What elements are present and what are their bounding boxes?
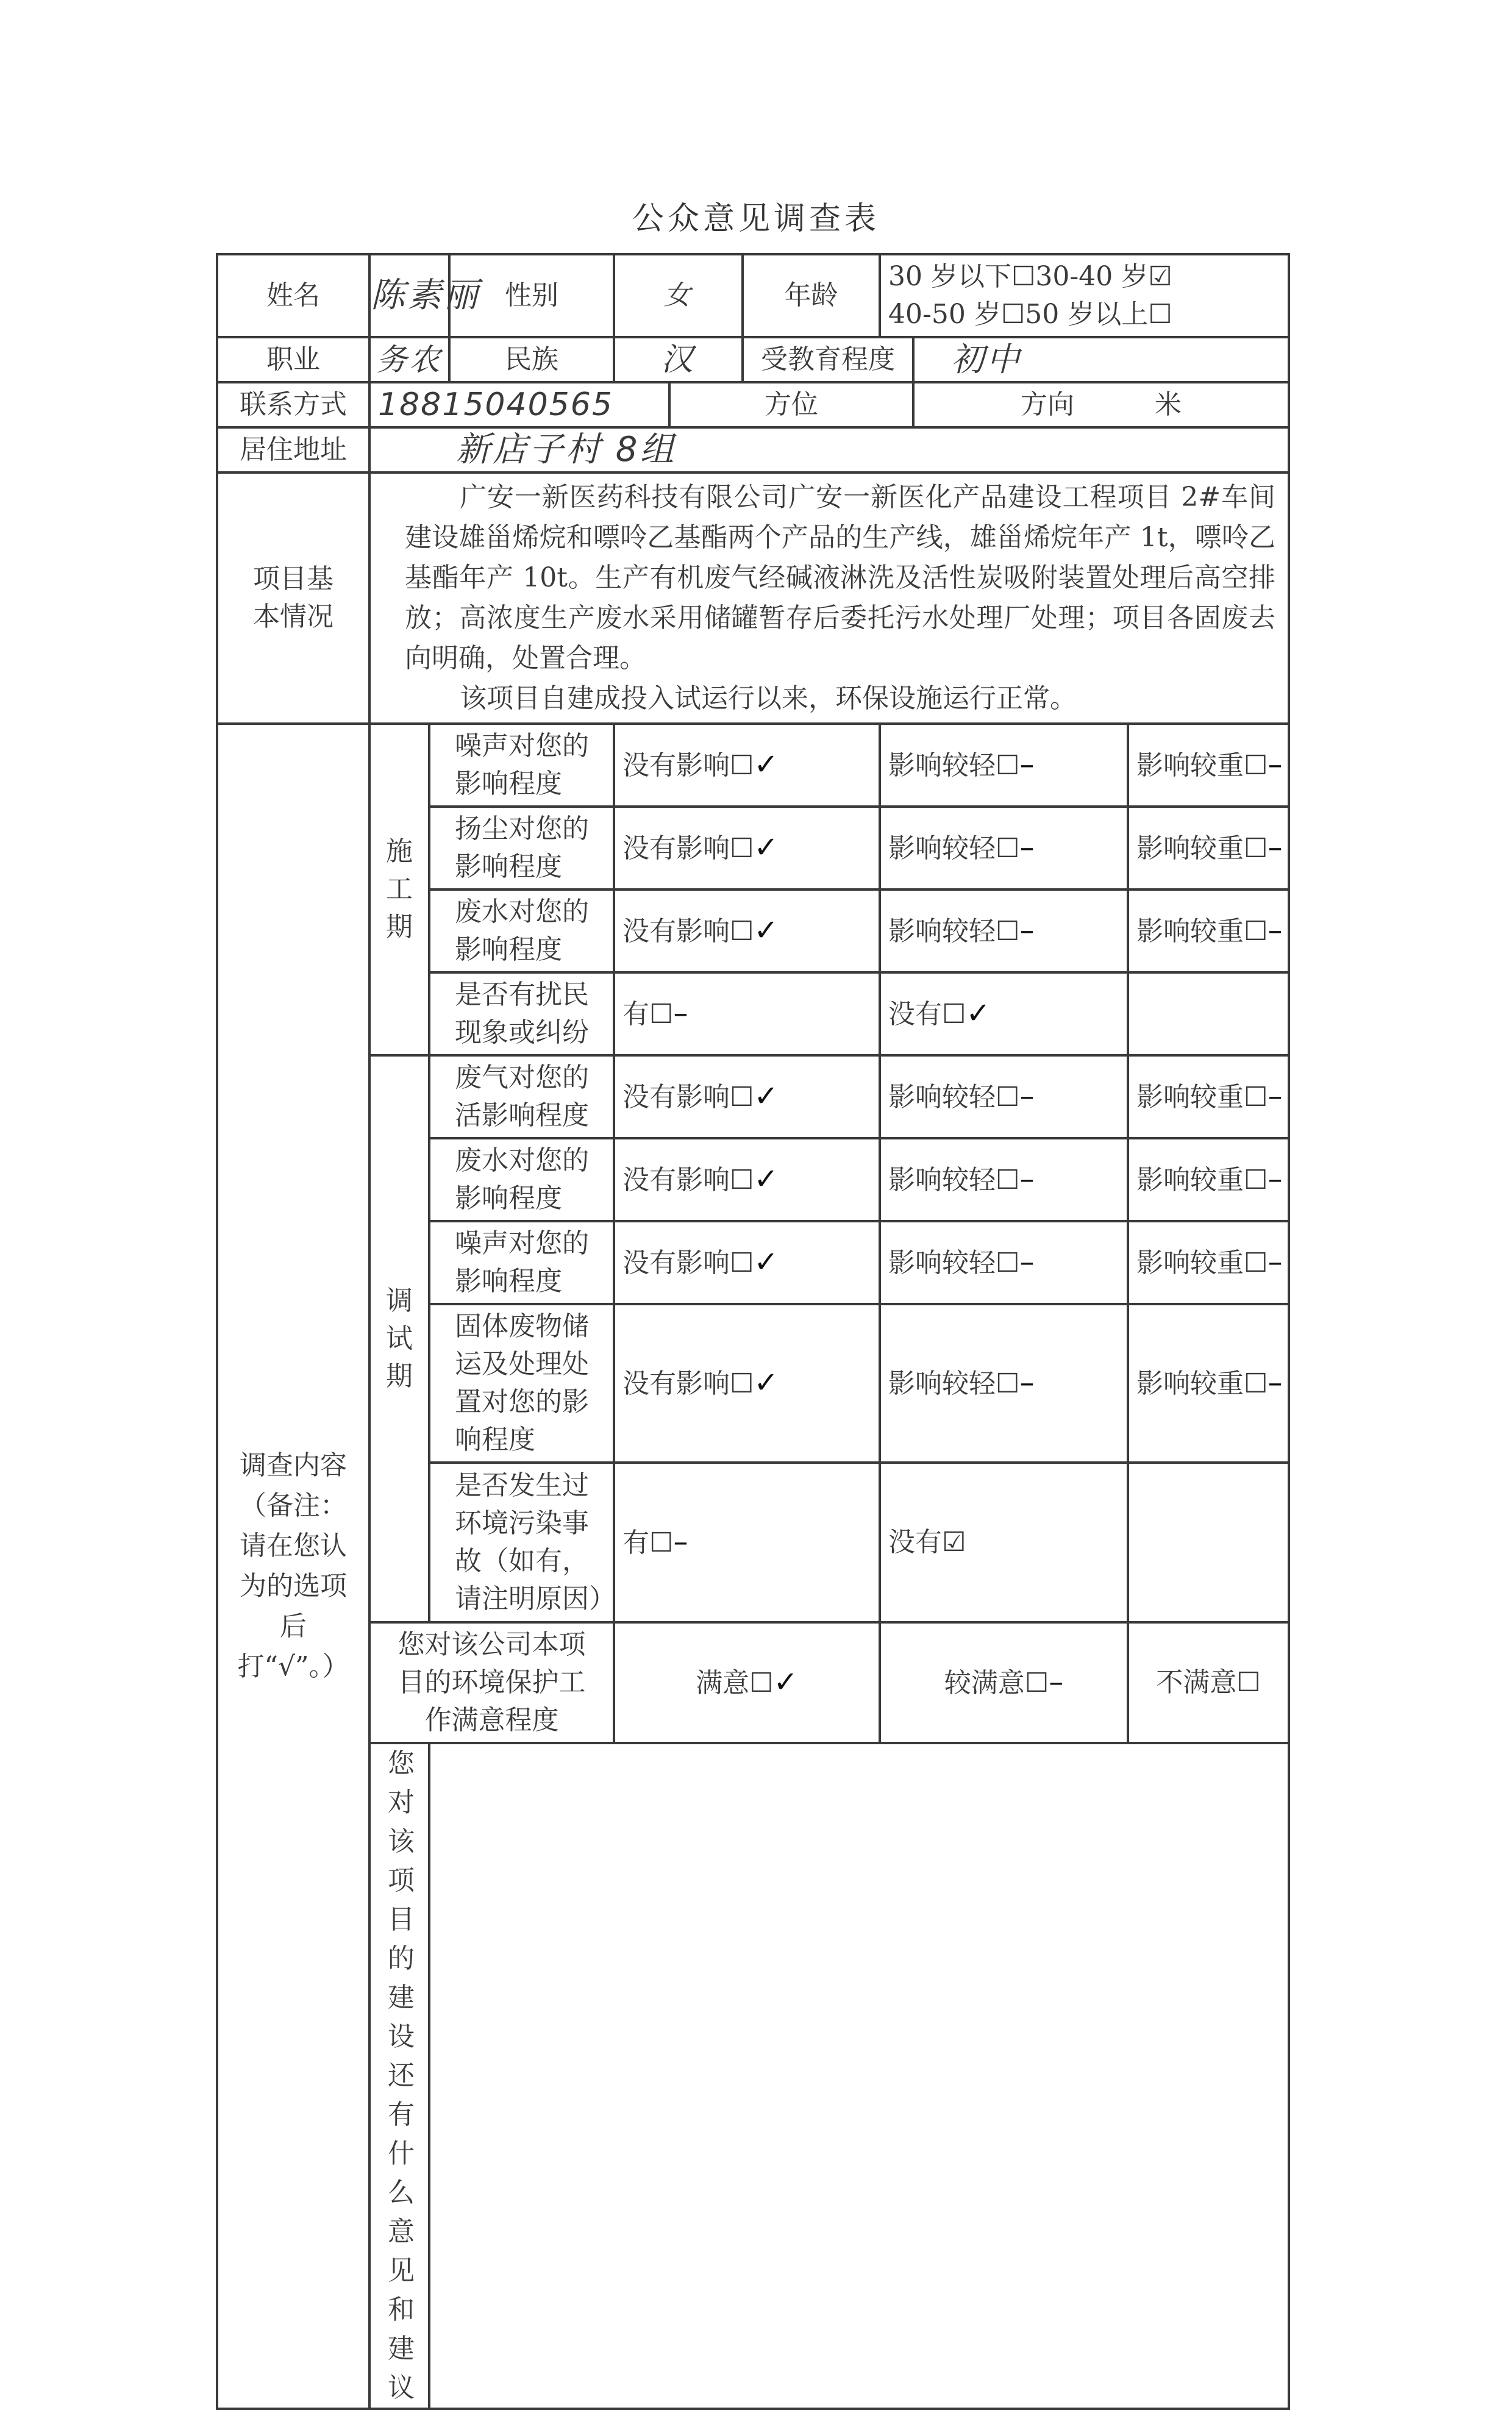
option-no-impact[interactable] [614,1055,880,1138]
occupation-label: 职业 [217,337,369,382]
option-text: 没有☑ [888,1527,966,1558]
question-cell: 噪声对您的影响程度 [429,1221,614,1304]
question-cell: 是否发生过环境污染事故（如有，请注明原因） [429,1463,614,1622]
option-text: 有☐ [622,1527,674,1558]
option-light-impact[interactable] [880,1304,1128,1463]
option-no[interactable] [880,972,1128,1055]
question-cell: 噪声对您的影响程度 [429,724,614,807]
question-cell: 是否有扰民现象或纠纷 [429,972,614,1055]
empty-cell [1128,972,1289,1055]
option-yes[interactable] [614,1463,880,1622]
check-mark: ✓ [754,747,779,782]
option-text: 有☐ [622,999,674,1030]
cross-mark: – [1019,913,1035,947]
option-text: 影响较重☐ [1136,750,1268,781]
contact-label: 联系方式 [217,382,369,427]
cross-mark: – [1268,913,1283,947]
survey-content-label-text: 调查内容（备注：请在您认为的选项后打“√”。） [237,1450,349,1682]
age-options[interactable] [880,254,1289,337]
cross-mark: – [1268,747,1283,782]
check-mark: ✓ [773,1665,798,1699]
project-info-label-text: 项目基本情况 [253,563,333,632]
option-text: 没有影响☐ [622,1368,754,1399]
option-text: 影响较轻☐ [888,750,1020,781]
contact-value[interactable]: 18815040565 [369,382,669,427]
project-description [369,472,1289,724]
option-heavy-impact[interactable] [1128,1055,1289,1138]
option-text: 较满意☐ [944,1667,1049,1699]
question-cell: 废气对您的活影响程度 [429,1055,614,1138]
cross-mark: – [673,1525,688,1559]
project-paragraph-1: 广安一新医药科技有限公司广安一新医化产品建设工程项目 2#车间建设雄甾烯烷和嘌呤乙基酯两个产品的生产线，雄甾烯烷年产 1t，嘌呤乙基酯年产 10t。生产有机废气经碱液淋洗及活性炭吸附装置处理后高空排放；高浓度生产废水采用储罐暂存后委托污水处理厂处理；项目各固废去向明确，处置合理。 [405,482,1276,674]
cross-mark: – [1049,1665,1064,1699]
cross-mark: – [1268,1079,1283,1113]
option-no-impact[interactable] [614,889,880,972]
table-row [217,1622,1289,1743]
check-mark: ✓ [966,996,991,1030]
option-text: 影响较重☐ [1136,916,1268,947]
cross-mark: – [1019,830,1035,865]
option-light-impact[interactable] [880,1138,1128,1221]
direction-field[interactable]: 方向 米 [913,382,1289,427]
option-no-impact[interactable] [614,1138,880,1221]
option-no[interactable] [880,1463,1128,1622]
cross-mark: – [1019,1162,1035,1196]
occupation-value[interactable]: 务农 [369,337,449,382]
option-text: 影响较轻☐ [888,1247,1020,1278]
suggestions-label [369,1743,429,2409]
question-cell: 固体废物储运及处理处置对您的影响程度 [429,1304,614,1463]
check-mark: ✓ [754,1245,779,1279]
empty-cell [1128,1463,1289,1622]
cross-mark: – [673,996,688,1030]
gender-label: 性别 [449,254,614,337]
question-cell: 废水对您的影响程度 [429,889,614,972]
option-text: 影响较重☐ [1136,1164,1268,1196]
option-heavy-impact[interactable] [1128,1138,1289,1221]
cross-mark: – [1019,1079,1035,1113]
option-text: 没有影响☐ [622,916,754,947]
satisfaction-question: 您对该公司本项目的环境保护工作满意程度 [369,1622,614,1743]
cross-mark: – [1268,830,1283,865]
option-fairly-satisfied[interactable] [880,1622,1128,1743]
option-text: 没有影响☐ [622,750,754,781]
address-label: 居住地址 [217,427,369,472]
option-heavy-impact[interactable] [1128,724,1289,807]
option-text: 影响较轻☐ [888,833,1020,864]
option-text: 没有影响☐ [622,833,754,864]
option-no-impact[interactable] [614,1221,880,1304]
project-info-label [217,472,369,724]
option-text: 影响较轻☐ [888,1164,1020,1196]
option-text: 影响较重☐ [1136,833,1268,864]
construction-period-label [369,724,429,1055]
option-heavy-impact[interactable] [1128,1221,1289,1304]
option-light-impact[interactable] [880,807,1128,889]
age-label: 年龄 [743,254,880,337]
education-value[interactable]: 初中 [913,337,1289,382]
trial-period-text: 调试期 [386,1285,413,1392]
option-text: 影响较重☐ [1136,1368,1268,1399]
cross-mark: – [1019,1245,1035,1279]
option-text: 影响较轻☐ [888,1082,1020,1113]
option-light-impact[interactable] [880,1055,1128,1138]
option-text: 没有影响☐ [622,1247,754,1278]
option-heavy-impact[interactable] [1128,889,1289,972]
survey-content-label [217,724,369,2409]
direction-label: 方位 [669,382,913,427]
question-cell: 废水对您的影响程度 [429,1138,614,1221]
option-unsatisfied[interactable] [1128,1622,1289,1743]
option-light-impact[interactable] [880,724,1128,807]
option-heavy-impact[interactable] [1128,807,1289,889]
option-text: 满意☐ [696,1667,774,1699]
check-mark: ✓ [754,1162,779,1196]
cross-mark: – [1268,1162,1283,1196]
suggestions-field[interactable] [429,1743,1289,2409]
name-label: 姓名 [217,254,369,337]
cross-mark: – [1019,1366,1035,1400]
option-heavy-impact[interactable] [1128,1304,1289,1463]
ethnicity-value[interactable]: 汉 [614,337,743,382]
suggestions-label-text: 您对该项目的建设还有什么意见和建议 [388,1748,415,2403]
check-mark: ✓ [754,913,779,947]
option-no-impact[interactable] [614,1304,880,1463]
option-text: 没有☐ [888,999,966,1030]
trial-period-label [369,1055,429,1622]
check-mark: ✓ [754,830,779,865]
option-text: 不满意☐ [1156,1667,1261,1698]
name-value[interactable]: 陈素丽 [369,254,449,337]
project-paragraph-2: 该项目自建成投入试运行以来，环保设施运行正常。 [460,683,1077,714]
check-mark: ✓ [754,1079,779,1113]
gender-value[interactable]: 女 [614,254,743,337]
education-label: 受教育程度 [743,337,913,382]
option-text: 影响较轻☐ [888,1368,1020,1399]
option-no-impact[interactable] [614,724,880,807]
option-text: 没有影响☐ [622,1164,754,1196]
page-title: 公众意见调查表 [632,201,880,237]
survey-form [216,253,1288,2410]
cross-mark: – [1268,1245,1283,1279]
construction-period-text: 施工期 [386,836,413,943]
option-no-impact[interactable] [614,807,880,889]
age-options-line2[interactable]: 40-50 岁☐50 岁以上☐ [888,299,1172,330]
question-cell: 扬尘对您的影响程度 [429,807,614,889]
table-row [217,1055,1289,1138]
ethnicity-label: 民族 [449,337,614,382]
option-text: 影响较重☐ [1136,1082,1268,1113]
survey-table [216,253,1290,2410]
cross-mark: – [1019,747,1035,782]
cross-mark: – [1268,1366,1283,1400]
option-light-impact[interactable] [880,889,1128,972]
option-yes[interactable] [614,972,880,1055]
option-satisfied[interactable] [614,1622,880,1743]
age-options-line1[interactable]: 30 岁以下☐30-40 岁☑ [888,261,1172,292]
option-text: 没有影响☐ [622,1082,754,1113]
table-row [217,724,1289,807]
check-mark: ✓ [754,1366,779,1400]
option-light-impact[interactable] [880,1221,1128,1304]
option-text: 影响较轻☐ [888,916,1020,947]
option-text: 影响较重☐ [1136,1247,1268,1278]
address-value[interactable]: 新店子村 8组 [369,427,1289,472]
